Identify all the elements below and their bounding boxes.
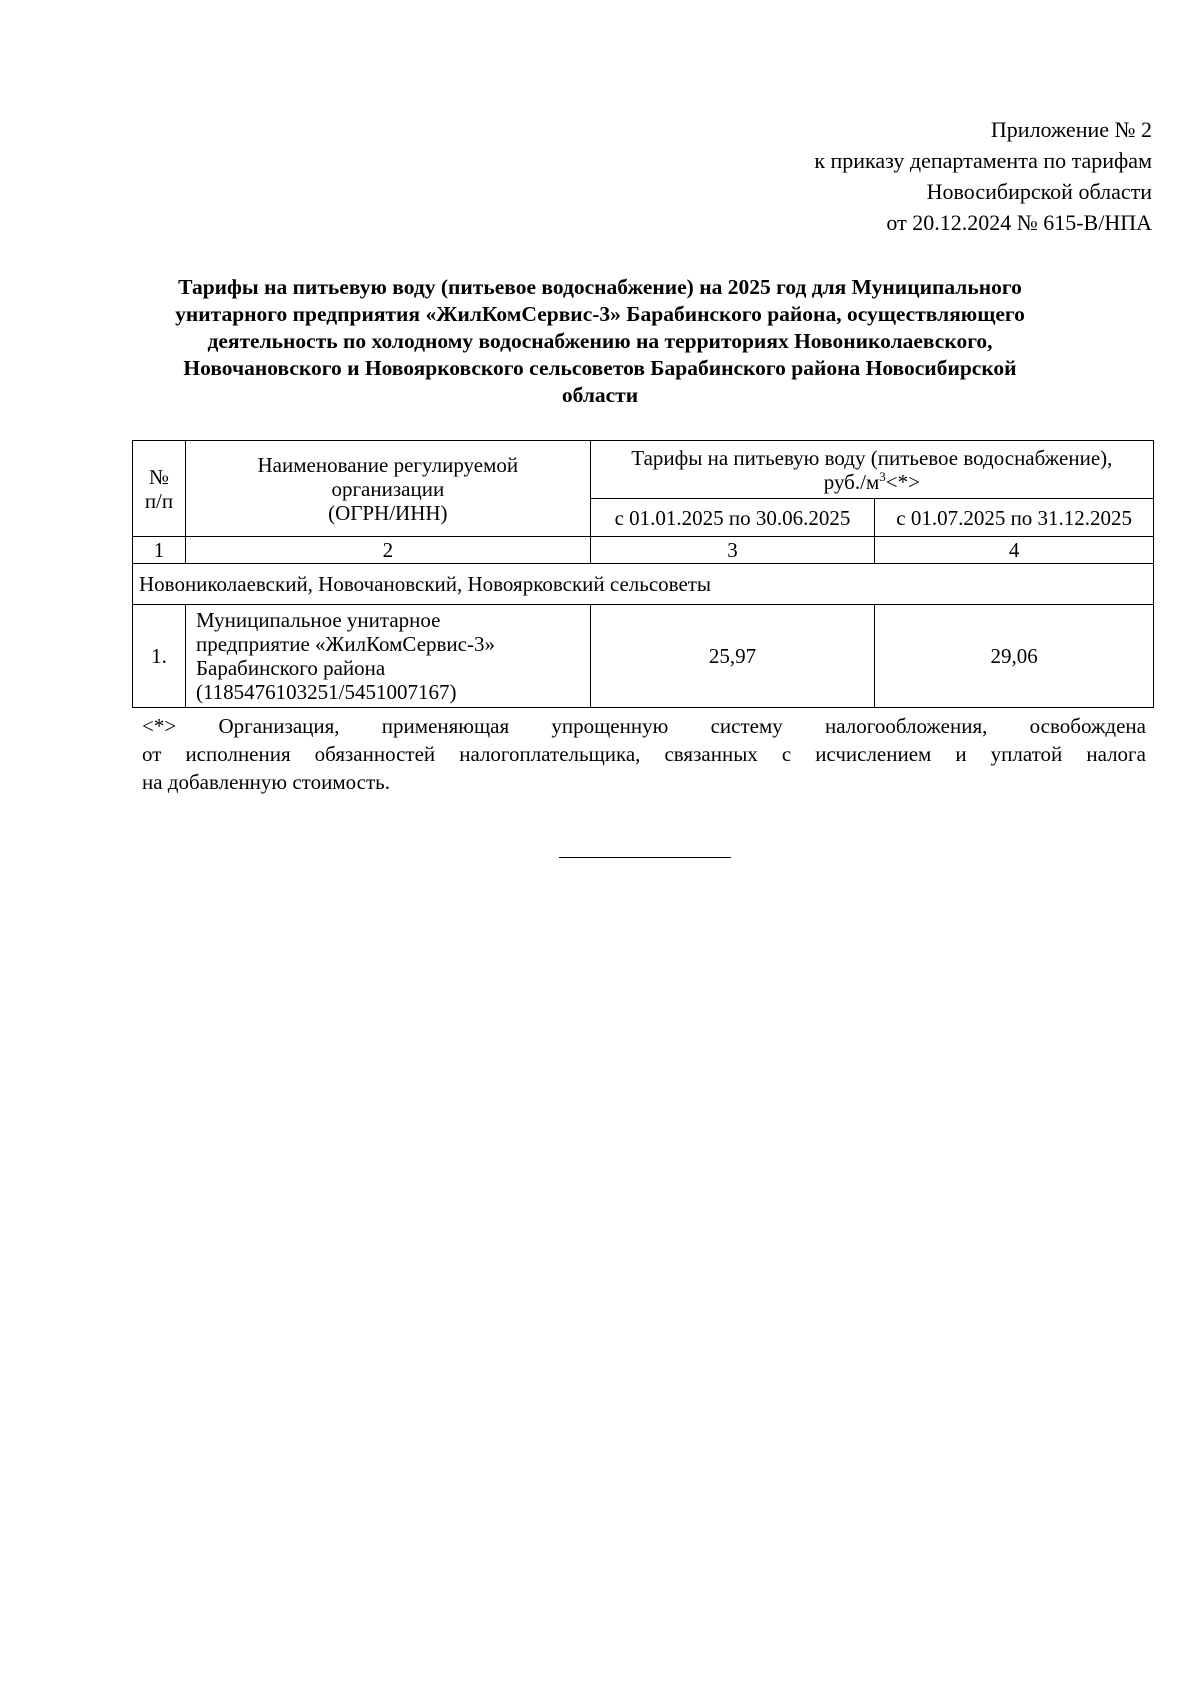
table-index-row [133,537,1154,564]
title-line: Тарифы на питьевую воду (питьевое водоснабжение) на 2025 год для Муниципального [178,275,1022,299]
title-line: деятельность по холодному водоснабжению на территориях Новониколаевского, [207,329,993,353]
tariff-unit: руб./м [823,469,880,494]
footnote-line: <*> Организация, применяющая упрощенную систему налогообложения, освобождена [142,714,1146,738]
region-name: Новосибирской области [926,179,1152,204]
index-cell: 4 [875,537,1154,564]
order-date-number: от 20.12.2024 № 615-В/НПА [886,210,1152,235]
footnote [142,712,1146,796]
period-first-half: с 01.01.2025 по 30.06.2025 [590,499,875,537]
table-row [133,605,1154,708]
closing-rule [559,857,731,858]
tariff-first-half: 25,97 [590,605,875,708]
section-title: Новониколаевский, Новочановский, Новоярковский сельсоветы [133,564,1154,605]
row-number: 1. [133,605,186,708]
col-header-organization: Наименование регулируемой организации (ОГРН/ИНН) [185,441,590,537]
footnote-marker: <*> [885,469,920,494]
index-cell: 3 [590,537,875,564]
title-line: области [561,383,639,407]
index-cell: 2 [185,537,590,564]
col-header-number: № п/п [133,441,186,537]
appendix-header [814,114,1152,238]
footnote-line: на добавленную стоимость. [142,770,390,794]
document-title [132,274,1068,409]
order-reference: к приказу департамента по тарифам [814,148,1152,173]
table-section-row [133,564,1154,605]
footnote-line: от исполнения обязанностей налогоплательщика, связанных с исчислением и уплатой налога [142,742,1146,766]
index-cell: 1 [133,537,186,564]
title-line: унитарного предприятия «ЖилКомСервис-3» Барабинского района, осуществляющего [175,302,1025,326]
table-header-row [133,441,1154,499]
appendix-number: Приложение № 2 [990,117,1152,142]
tariff-second-half: 29,06 [875,605,1154,708]
unit-superscript: 3 [879,468,886,484]
organization-cell: Муниципальное унитарное предприятие «ЖилКомСервис-3» Барабинского района (1185476103251/5451007167) [185,605,590,708]
tariff-table [132,440,1154,708]
title-line: Новочановского и Новоярковского сельсоветов Барабинского района Новосибирской [183,356,1017,380]
period-second-half: с 01.07.2025 по 31.12.2025 [875,499,1154,537]
col-header-tariffs: Тарифы на питьевую воду (питьевое водоснабжение), $руб./м^3<*>$ [590,441,1153,499]
